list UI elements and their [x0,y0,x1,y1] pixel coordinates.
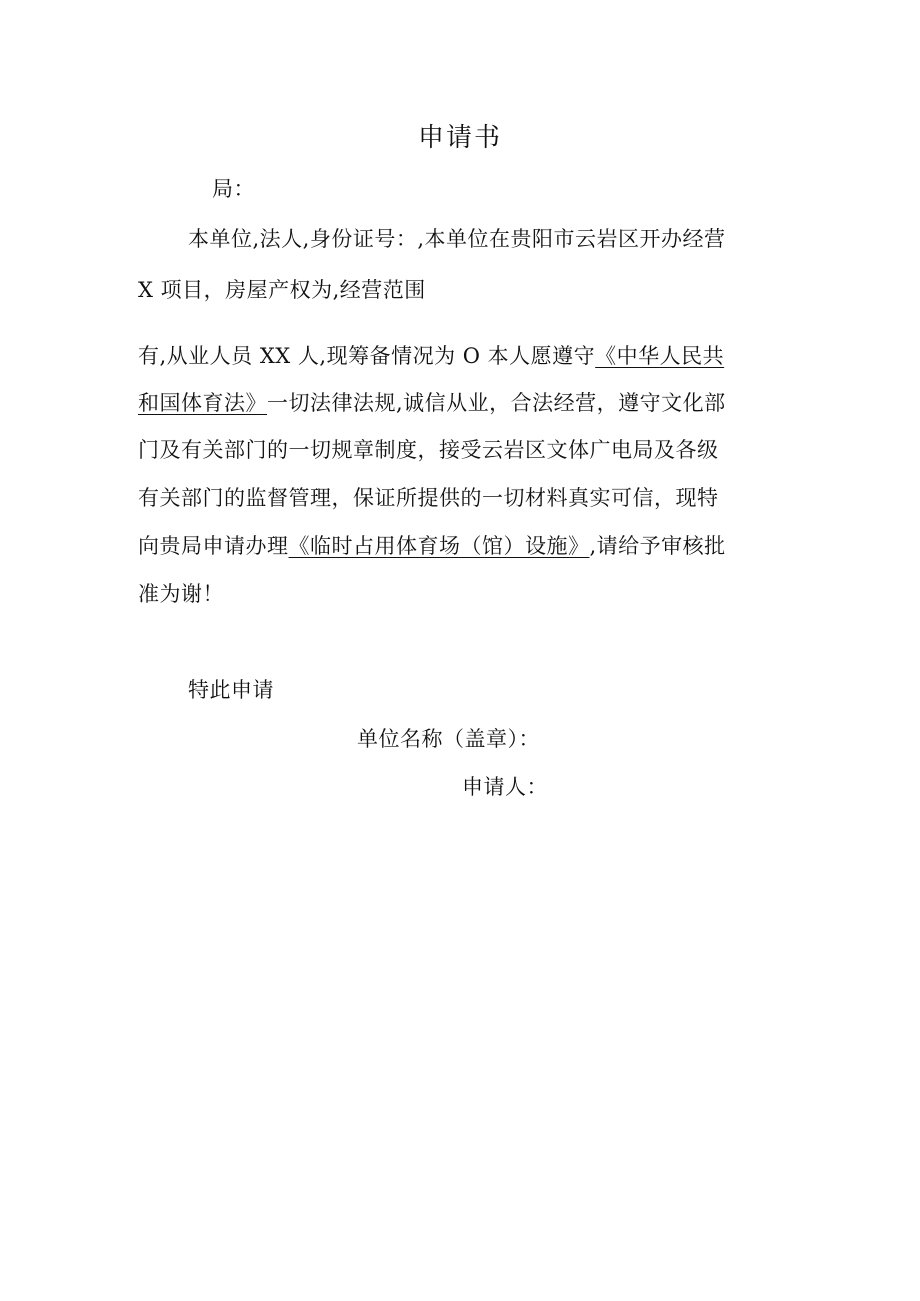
document-title: 申请书 [417,123,502,153]
para2-line4: 有关部门的监督管理，保证所提供的一切材料真实可信，现特 [138,486,719,510]
facility-reference: 《临时占用体育场（馆）设施》 [288,534,590,558]
unit-name-label: 单位名称（盖章）： [357,727,540,751]
para2-line6: 准为谢！ [138,582,224,606]
para2-line3: 门及有关部门的一切规章制度，接受云岩区文体广电局及各级 [138,438,719,462]
law-reference-part2: 和国体育法》 [138,391,267,415]
law-reference-part1: 《中华人民共 [595,344,725,368]
para2-line5-text: 向贵局申请办理 [138,534,289,558]
applicant-label: 申请人： [462,775,548,799]
para2-line2-text: 一切法律法规,诚信从业，合法经营，遵守文化部 [267,391,726,415]
para2-line1-text: 有,从业人员 XX 人,现筹备情况为 O 本人愿遵守 [138,344,596,368]
para2-line2 [138,386,726,420]
para2-line5 [138,529,726,563]
addressee: 局： [212,177,255,201]
para2-line5-tail: ,请给予审核批 [589,534,726,558]
para1-line1: 本单位,法人,身份证号：,本单位在贵阳市云岩区开办经营 [188,227,726,251]
para1-line2: X 项目，房屋产权为,经营范围 [138,278,426,302]
para2-line1 [138,339,724,373]
closing-text: 特此申请 [188,678,274,702]
